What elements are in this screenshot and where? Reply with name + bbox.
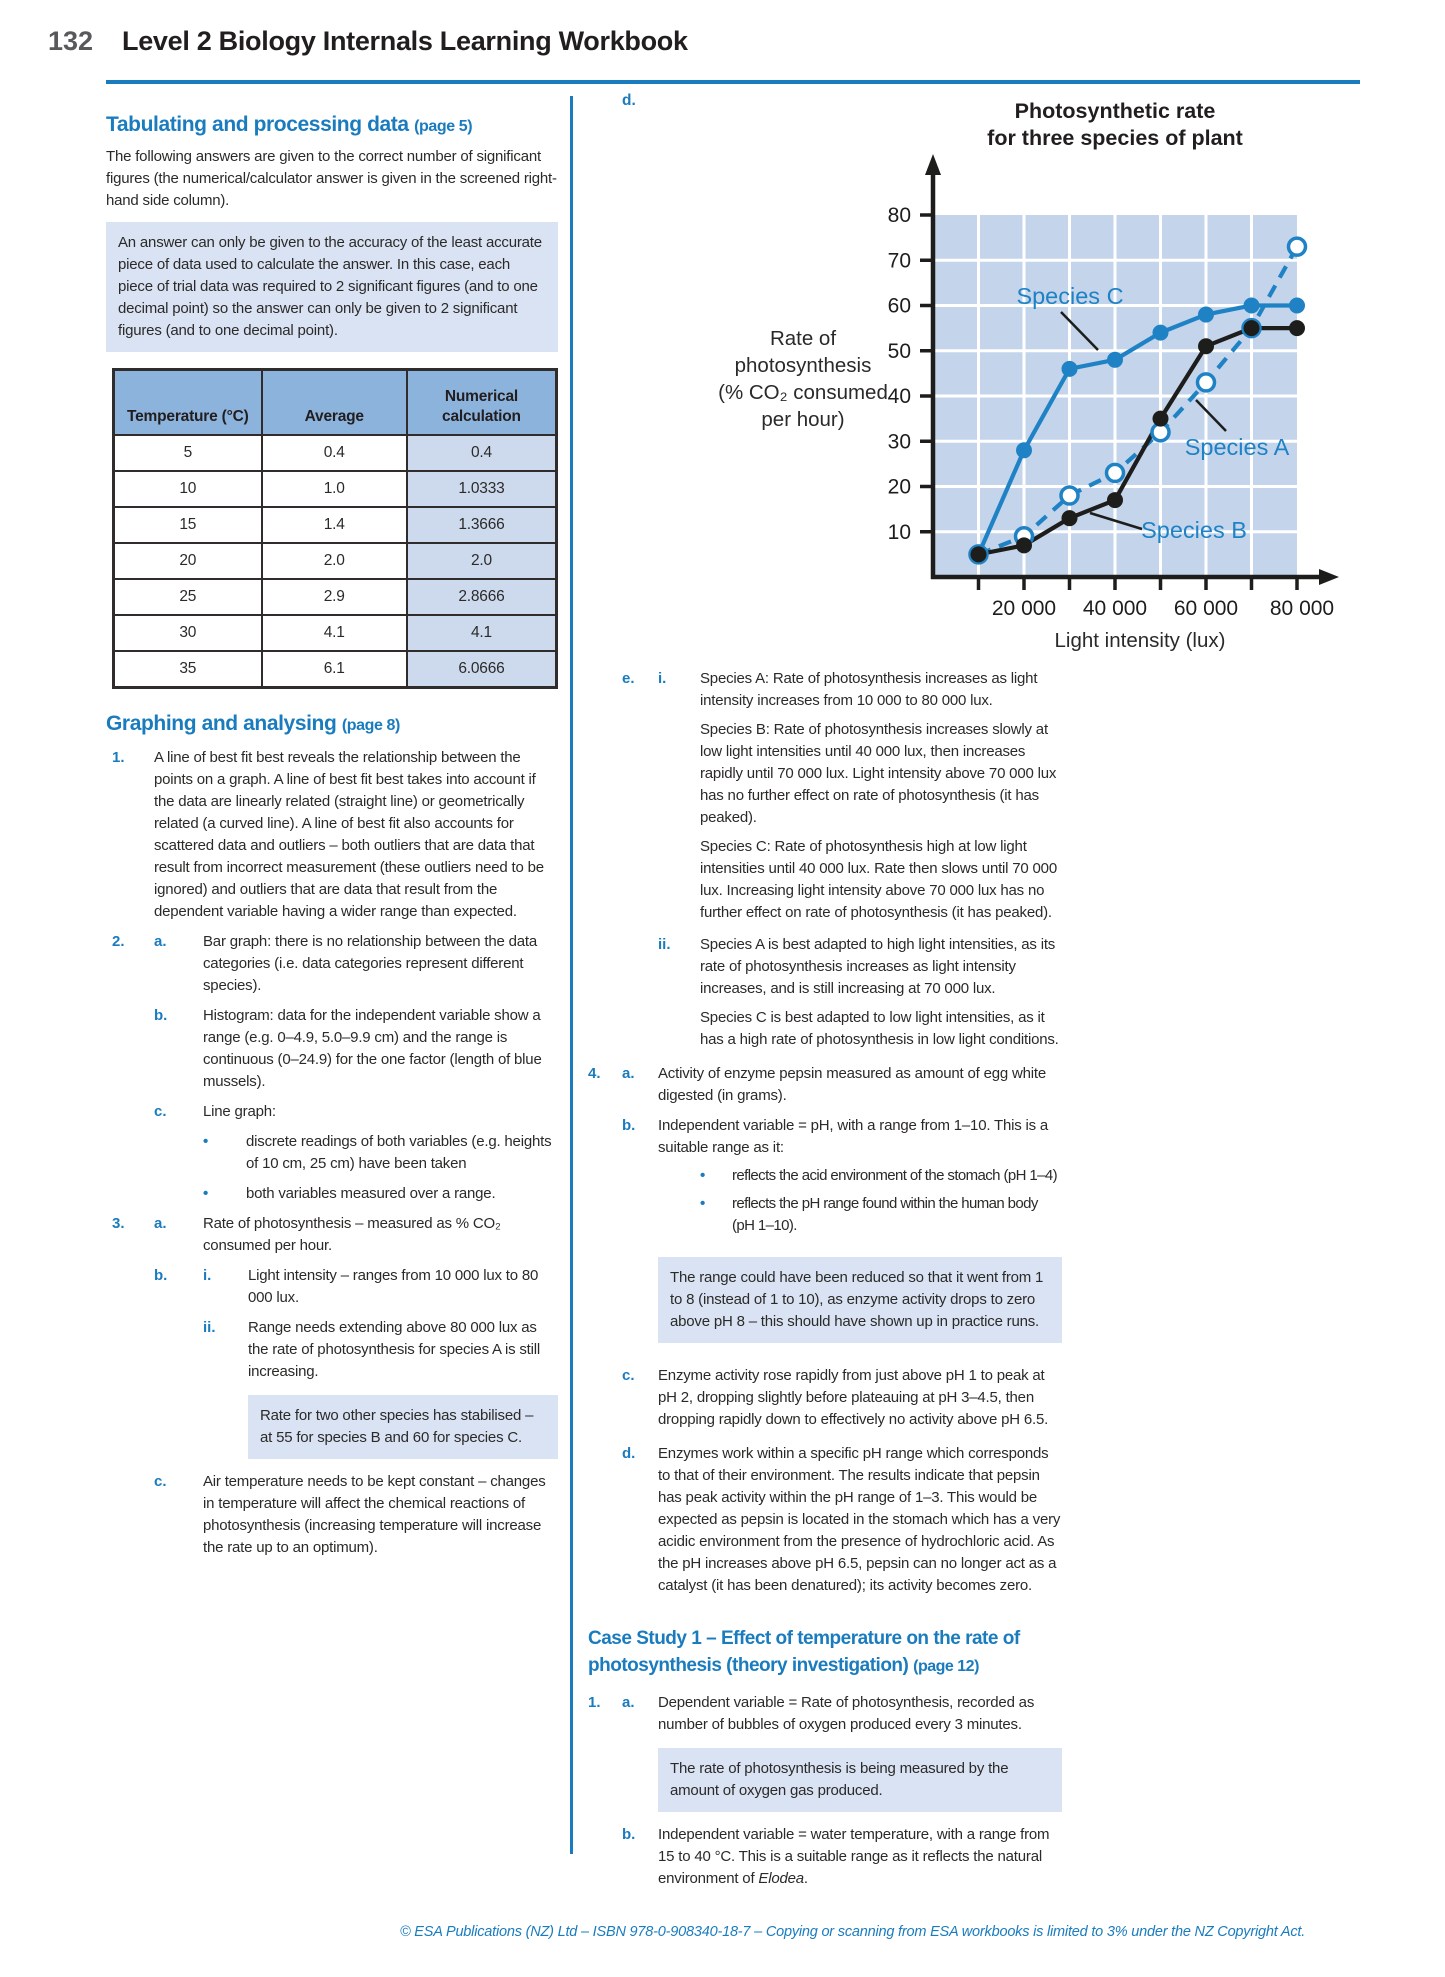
series-annotation-label: Species A bbox=[1184, 434, 1290, 460]
list-item bbox=[588, 1063, 1062, 1107]
data-point-species-a bbox=[1107, 464, 1124, 481]
list-marker: e. bbox=[622, 670, 635, 687]
list-marker: 2. bbox=[112, 933, 125, 950]
list-marker: a. bbox=[154, 933, 167, 950]
indent-spacer bbox=[588, 836, 622, 924]
table-row bbox=[114, 615, 557, 651]
data-point-species-a bbox=[1289, 238, 1306, 255]
indent-spacer bbox=[588, 1165, 622, 1187]
list-marker: ii. bbox=[658, 936, 671, 953]
bullet-text: reflects the acid environment of the stomach (pH 1–4) bbox=[732, 1167, 1058, 1184]
x-tick-label: 80 000 bbox=[1269, 597, 1335, 620]
page-reference: (page 8) bbox=[341, 717, 400, 734]
data-point-species-c bbox=[1289, 298, 1305, 314]
photosynthesis-chart bbox=[690, 88, 1360, 678]
page-number: 132 bbox=[48, 26, 94, 56]
table-cell: 2.0 bbox=[407, 543, 557, 579]
heading-text: Graphing and analysing bbox=[106, 712, 337, 735]
table-cell: 1.0333 bbox=[407, 471, 557, 507]
section-heading-graphing bbox=[106, 711, 558, 739]
x-tick-label: 60 000 bbox=[1173, 597, 1239, 620]
indent-spacer bbox=[622, 836, 658, 924]
y-axis-arrow-icon bbox=[925, 154, 941, 175]
list-item-text: Line graph: bbox=[203, 1103, 276, 1120]
x-axis-arrow-icon bbox=[1319, 569, 1339, 585]
y-tick-label: 50 bbox=[887, 339, 911, 363]
section-heading-tabulating bbox=[106, 112, 558, 140]
screened-note-box: Rate for two other species has stabilised – at 55 for species B and 60 for species C. bbox=[248, 1395, 558, 1459]
x-tick-label: 40 000 bbox=[1082, 597, 1148, 620]
table-cell: 1.3666 bbox=[407, 507, 557, 543]
list-marker: 1. bbox=[588, 1694, 601, 1711]
table-cell: 1.4 bbox=[262, 507, 407, 543]
indent-spacer bbox=[622, 1193, 658, 1237]
table-cell: 0.4 bbox=[262, 435, 407, 471]
table-cell: 6.0666 bbox=[407, 651, 557, 688]
list-item-text: Light intensity – ranges from 10 000 lux to 80 000 lux. bbox=[248, 1267, 539, 1306]
table-cell: 35 bbox=[114, 651, 262, 688]
copyright-footer: © ESA Publications (NZ) Ltd – ISBN 978-0-908340-18-7 – Copying or scanning from ESA workbooks is limited to 3% under the NZ Copyright Act. bbox=[399, 1924, 1306, 1940]
table-cell: 1.0 bbox=[262, 471, 407, 507]
bullet-item bbox=[106, 1183, 558, 1205]
list-marker: c. bbox=[154, 1103, 167, 1120]
list-marker: b. bbox=[154, 1007, 168, 1024]
list-item-text: Species C is best adapted to low light intensities, as it has a high rate of photosynthesis in low light conditions. bbox=[700, 1009, 1059, 1048]
list-item bbox=[588, 1365, 1062, 1431]
data-point-species-c bbox=[1016, 442, 1032, 458]
y-axis-label: photosynthesis bbox=[734, 354, 872, 377]
indent-spacer bbox=[588, 719, 622, 829]
screened-note-box: The range could have been reduced so that it went from 1 to 8 (instead of 1 to 10), as enzyme activity drops to zero above pH 8 – this should have shown up in practice runs. bbox=[658, 1257, 1062, 1343]
bullet-item bbox=[106, 1131, 558, 1175]
list-item bbox=[106, 1265, 558, 1309]
list-item bbox=[588, 1115, 1062, 1159]
page-reference: (page 5) bbox=[414, 118, 473, 135]
data-point-species-b bbox=[1016, 537, 1032, 553]
list-item bbox=[106, 931, 558, 997]
column-divider bbox=[570, 96, 573, 1854]
list-item-text: Dependent variable = Rate of photosynthesis, recorded as number of bubbles of oxygen produced every 3 minutes. bbox=[658, 1694, 1035, 1733]
x-axis-label: Light intensity (lux) bbox=[1054, 629, 1226, 652]
data-point-species-c bbox=[1244, 298, 1260, 314]
indent-spacer bbox=[588, 1365, 622, 1431]
indent-spacer bbox=[622, 1165, 658, 1187]
case-study-heading bbox=[588, 1625, 1062, 1680]
y-tick-label: 20 bbox=[887, 475, 911, 499]
list-marker: 1. bbox=[112, 749, 125, 766]
list-item-text: Species B: Rate of photosynthesis increases slowly at low light intensities until 40 000 lux, then increases rapidly until 70 000 lux. Light intensity above 70 000 lux has no further effect on rate of photosynthesis (it has peaked). bbox=[700, 721, 1057, 826]
x-tick-label: 20 000 bbox=[991, 597, 1057, 620]
table-cell: 20 bbox=[114, 543, 262, 579]
chart-title: for three species of plant bbox=[987, 126, 1243, 150]
indent-spacer bbox=[658, 836, 700, 924]
y-tick-label: 80 bbox=[887, 204, 911, 227]
table-row bbox=[114, 435, 557, 471]
data-point-species-c bbox=[1062, 361, 1078, 377]
table-row bbox=[114, 651, 557, 688]
temperature-average-table bbox=[112, 368, 558, 689]
list-marker: c. bbox=[154, 1473, 167, 1490]
data-point-species-c bbox=[1198, 307, 1214, 323]
indent-spacer bbox=[622, 719, 658, 829]
list-marker: d. bbox=[622, 1445, 636, 1462]
list-item bbox=[588, 934, 1062, 1000]
list-marker: b. bbox=[622, 1826, 636, 1843]
indent-spacer bbox=[658, 1193, 700, 1237]
heading-line: Case Study 1 – Effect of temperature on the rate of bbox=[588, 1628, 1020, 1649]
list-marker: ii. bbox=[203, 1319, 216, 1336]
list-item bbox=[106, 747, 558, 923]
list-item-text: Rate of photosynthesis – measured as % CO₂ consumed per hour. bbox=[203, 1215, 501, 1254]
data-point-species-b bbox=[1153, 411, 1169, 427]
data-point-species-b bbox=[1289, 320, 1305, 336]
list-item bbox=[588, 668, 1062, 712]
bullet-icon: • bbox=[700, 1195, 706, 1212]
data-point-species-c bbox=[1153, 325, 1169, 341]
data-point-species-c bbox=[1107, 352, 1123, 368]
list-item bbox=[106, 1101, 558, 1123]
series-annotation-label: Species C bbox=[1016, 283, 1124, 309]
book-title: Level 2 Biology Internals Learning Workbook bbox=[122, 26, 688, 56]
list-item bbox=[106, 1317, 558, 1383]
species-name-italic: Elodea bbox=[758, 1870, 804, 1887]
table-row bbox=[114, 579, 557, 615]
indent-spacer bbox=[106, 1101, 154, 1123]
list-marker: b. bbox=[622, 1117, 636, 1134]
indent-spacer bbox=[106, 1005, 154, 1093]
screened-note-box: The rate of photosynthesis is being measured by the amount of oxygen gas produced. bbox=[658, 1748, 1062, 1812]
list-item bbox=[588, 1692, 1062, 1736]
list-marker: i. bbox=[658, 670, 667, 687]
heading-text: Tabulating and processing data bbox=[106, 113, 409, 136]
indent-spacer bbox=[106, 1317, 154, 1383]
list-item bbox=[106, 1471, 558, 1559]
y-tick-label: 70 bbox=[887, 249, 911, 273]
list-marker: i. bbox=[203, 1267, 212, 1284]
list-item-text: Species C: Rate of photosynthesis high at low light intensities until 40 000 lux. Rate then slows until 70 000 lux. Increasing light intensity above 70 000 lux has no further effect on rate of photosynthesis (it has peaked). bbox=[700, 838, 1057, 921]
indent-spacer bbox=[106, 1183, 154, 1205]
list-item-text: Activity of enzyme pepsin measured as amount of egg white digested (in grams). bbox=[658, 1065, 1046, 1104]
header-rule bbox=[106, 80, 1360, 84]
indent-spacer bbox=[658, 1007, 700, 1051]
y-axis-label: per hour) bbox=[761, 408, 845, 431]
list-marker: 3. bbox=[112, 1215, 125, 1232]
indent-spacer bbox=[588, 1193, 622, 1237]
heading-line: photosynthesis (theory investigation) (page 12) bbox=[588, 1655, 979, 1676]
right-column bbox=[588, 668, 1062, 1890]
list-item-text: Air temperature needs to be kept constant – changes in temperature will affect the chemical reactions of photosynthesis (increasing temperature will increase the rate up to an optimum). bbox=[203, 1473, 546, 1556]
list-item-text: Independent variable = water temperature, with a range from 15 to 40 °C. This is a suitable range as it reflects the natural environment of Elodea. bbox=[658, 1826, 1050, 1887]
indent-spacer bbox=[622, 934, 658, 1000]
list-marker: a. bbox=[622, 1065, 635, 1082]
table-cell: 25 bbox=[114, 579, 262, 615]
list-marker: a. bbox=[622, 1694, 635, 1711]
screened-note-box: An answer can only be given to the accuracy of the least accurate piece of data used to calculate the answer. In this case, each piece of trial data was required to 2 significant figures (and to one decimal point) so the answer can only be given to 2 significant figures (and to one decimal point). bbox=[106, 222, 558, 352]
list-item bbox=[588, 1007, 1062, 1051]
indent-spacer bbox=[106, 1471, 154, 1559]
bullet-item bbox=[588, 1193, 1062, 1237]
bullet-icon: • bbox=[203, 1185, 209, 1202]
series-annotation-label: Species B bbox=[1141, 517, 1247, 543]
list-item-text: Species A is best adapted to high light intensities, as its rate of photosynthesis increases as light intensity increases, and is still increasing at 70 000 lux. bbox=[700, 936, 1056, 997]
list-marker: c. bbox=[622, 1367, 635, 1384]
bullet-icon: • bbox=[203, 1133, 209, 1150]
y-tick-label: 30 bbox=[887, 430, 911, 454]
indent-spacer bbox=[154, 1183, 203, 1205]
list-item-text: Enzymes work within a specific pH range which corresponds to that of their environment. The results indicate that pepsin has peak activity within the pH range of 1–3. This would be expected as pepsin is located in the stomach which has a very acidic environment from the presence of hydrochloric acid. As the pH increases above pH 6.5, pepsin can no longer act as a catalyst (it has been denatured); its activity becomes zero. bbox=[658, 1445, 1061, 1594]
y-tick-label: 10 bbox=[887, 520, 911, 544]
indent-spacer bbox=[154, 1131, 203, 1175]
table-header: Numerical calculation bbox=[407, 370, 557, 436]
indent-spacer bbox=[588, 1824, 622, 1890]
indent-spacer bbox=[658, 1165, 700, 1187]
page-reference: (page 12) bbox=[913, 1658, 979, 1675]
table-cell: 10 bbox=[114, 471, 262, 507]
table-header: Temperature (°C) bbox=[114, 370, 262, 436]
table-cell: 0.4 bbox=[407, 435, 557, 471]
list-marker: 4. bbox=[588, 1065, 601, 1082]
list-item-text: Range needs extending above 80 000 lux as the rate of photosynthesis for species A is still increasing. bbox=[248, 1319, 541, 1380]
list-item bbox=[106, 1005, 558, 1093]
table-row bbox=[114, 543, 557, 579]
table-row bbox=[114, 507, 557, 543]
data-point-species-a bbox=[1061, 487, 1078, 504]
y-tick-label: 60 bbox=[887, 294, 911, 318]
table-cell: 30 bbox=[114, 615, 262, 651]
list-item-text: Independent variable = pH, with a range from 1–10. This is a suitable range as it: bbox=[658, 1117, 1049, 1156]
list-marker-d: d. bbox=[622, 92, 636, 109]
bullet-text: reflects the pH range found within the human body (pH 1–10). bbox=[732, 1195, 1038, 1234]
list-item-text: Enzyme activity rose rapidly from just above pH 1 to peak at pH 2, dropping slightly before plateauing at pH 3–4.5, then dropping rapidly down to effectively no activity above pH 6.5. bbox=[658, 1367, 1049, 1428]
table-cell: 15 bbox=[114, 507, 262, 543]
table-header: Average bbox=[262, 370, 407, 436]
y-tick-label: 40 bbox=[887, 385, 911, 408]
list-item-text: A line of best fit best reveals the relationship between the points on a graph. A line of best fit best takes into account if the data are linearly related (straight line) or geometrically related (a curved line). A line of best fit also accounts for scattered data and outliers – both outliers that are data that result from incorrect measurement (these outliers need to be ignored) and outliers that are data that result from the dependent variable having a wider range than expected. bbox=[154, 749, 544, 920]
data-point-species-b bbox=[1062, 510, 1078, 526]
data-point-species-b bbox=[1107, 492, 1123, 508]
indent-spacer bbox=[588, 934, 622, 1000]
data-point-species-b bbox=[1244, 320, 1260, 336]
table-cell: 4.1 bbox=[262, 615, 407, 651]
indent-spacer bbox=[622, 1007, 658, 1051]
indent-spacer bbox=[658, 719, 700, 829]
indent-spacer bbox=[588, 1007, 622, 1051]
data-point-species-b bbox=[1198, 338, 1214, 354]
table-cell: 2.0 bbox=[262, 543, 407, 579]
table-cell: 2.9 bbox=[262, 579, 407, 615]
left-column bbox=[106, 112, 558, 1559]
indent-spacer bbox=[154, 1317, 203, 1383]
indent-spacer bbox=[588, 668, 622, 712]
list-marker: b. bbox=[154, 1267, 168, 1284]
table-row bbox=[114, 471, 557, 507]
indent-spacer bbox=[588, 1115, 622, 1159]
indent-spacer bbox=[106, 1131, 154, 1175]
list-item bbox=[588, 1443, 1062, 1597]
table-cell: 4.1 bbox=[407, 615, 557, 651]
list-item-text: Bar graph: there is no relationship between the data categories (i.e. data categories represent different species). bbox=[203, 933, 537, 994]
bullet-item bbox=[588, 1165, 1062, 1187]
table-cell: 2.8666 bbox=[407, 579, 557, 615]
list-item bbox=[588, 1824, 1062, 1890]
y-axis-label: Rate of bbox=[769, 327, 837, 350]
table-cell: 5 bbox=[114, 435, 262, 471]
y-axis-label: (% CO₂ consumed bbox=[718, 381, 888, 404]
data-point-species-b bbox=[971, 546, 987, 562]
intro-paragraph: The following answers are given to the correct number of significant figures (the numerical/calculator answer is given in the screened right-hand side column). bbox=[106, 148, 557, 209]
list-marker: a. bbox=[154, 1215, 167, 1232]
table-cell: 6.1 bbox=[262, 651, 407, 688]
list-item bbox=[588, 836, 1062, 924]
list-item bbox=[588, 719, 1062, 829]
bullet-text: both variables measured over a range. bbox=[246, 1185, 496, 1202]
list-item-text: Species A: Rate of photosynthesis increases as light intensity increases from 10 000 to 80 000 lux. bbox=[700, 670, 1038, 709]
bullet-text: discrete readings of both variables (e.g. heights of 10 cm, 25 cm) have been taken bbox=[246, 1133, 552, 1172]
indent-spacer bbox=[106, 1265, 154, 1309]
indent-spacer bbox=[588, 1443, 622, 1597]
data-point-species-a bbox=[1198, 374, 1215, 391]
chart-title: Photosynthetic rate bbox=[1014, 99, 1216, 123]
list-item bbox=[106, 1213, 558, 1257]
bullet-icon: • bbox=[700, 1167, 706, 1184]
list-item-text: Histogram: data for the independent variable show a range (e.g. 0–4.9, 5.0–9.9 cm) and the range is continuous (0–24.9) for the one factor (length of blue mussels). bbox=[203, 1007, 542, 1090]
